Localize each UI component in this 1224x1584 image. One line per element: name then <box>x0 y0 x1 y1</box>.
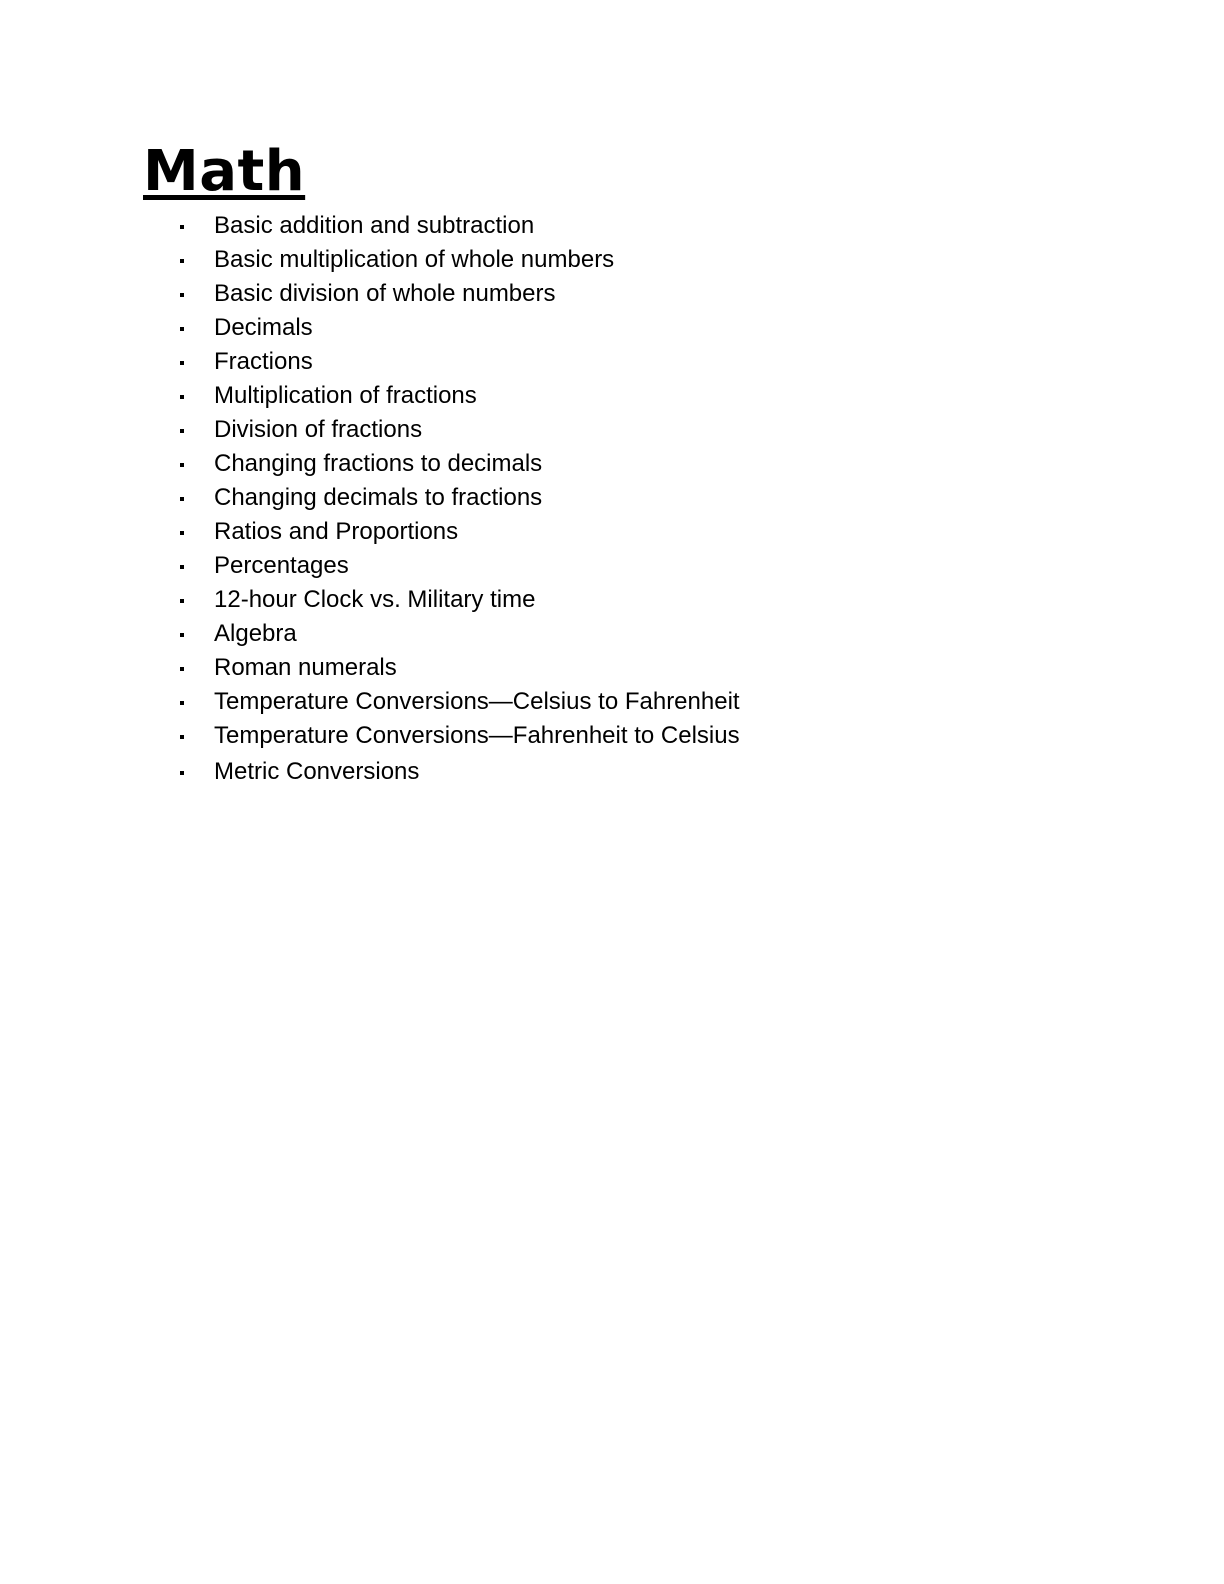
bullet-icon <box>180 429 184 433</box>
bullet-icon <box>180 667 184 671</box>
bullet-icon <box>180 497 184 501</box>
bullet-icon <box>180 463 184 467</box>
list-item-text: Decimals <box>214 314 313 341</box>
list-item-text: Algebra <box>214 620 297 647</box>
list-item-text: Metric Conversions <box>214 758 420 785</box>
bullet-icon <box>180 259 184 263</box>
bullet-icon <box>180 633 184 637</box>
list-item-text: Basic division of whole numbers <box>214 280 556 307</box>
bullet-icon <box>180 225 184 229</box>
bullet-icon <box>180 327 184 331</box>
list-item-text: Changing decimals to fractions <box>214 484 543 511</box>
list-item-text: Multiplication of fractions <box>214 382 477 409</box>
bullet-icon <box>180 395 184 399</box>
bullet-icon <box>180 565 184 569</box>
list-item-text: Basic multiplication of whole numbers <box>214 246 615 273</box>
list-item-text: 12-hour Clock vs. Military time <box>214 586 536 613</box>
bullet-icon <box>180 293 184 297</box>
list-item-text: Temperature Conversions—Celsius to Fahrenheit <box>214 688 740 715</box>
bullet-icon <box>180 771 184 775</box>
list-item-text: Changing fractions to decimals <box>214 450 543 477</box>
page-title: Math <box>143 139 306 204</box>
list-item-text: Roman numerals <box>214 654 397 681</box>
list-item-text: Ratios and Proportions <box>214 518 459 545</box>
bullet-icon <box>180 599 184 603</box>
list-item-text: Temperature Conversions—Fahrenheit to Celsius <box>214 722 740 749</box>
list-item-text: Fractions <box>214 348 313 375</box>
bullet-icon <box>180 735 184 739</box>
list-item-text: Division of fractions <box>214 416 423 443</box>
list-item-text: Basic addition and subtraction <box>214 212 535 239</box>
bullet-icon <box>180 701 184 705</box>
list-item-text: Percentages <box>214 552 349 579</box>
bullet-icon <box>180 531 184 535</box>
bullet-icon <box>180 361 184 365</box>
